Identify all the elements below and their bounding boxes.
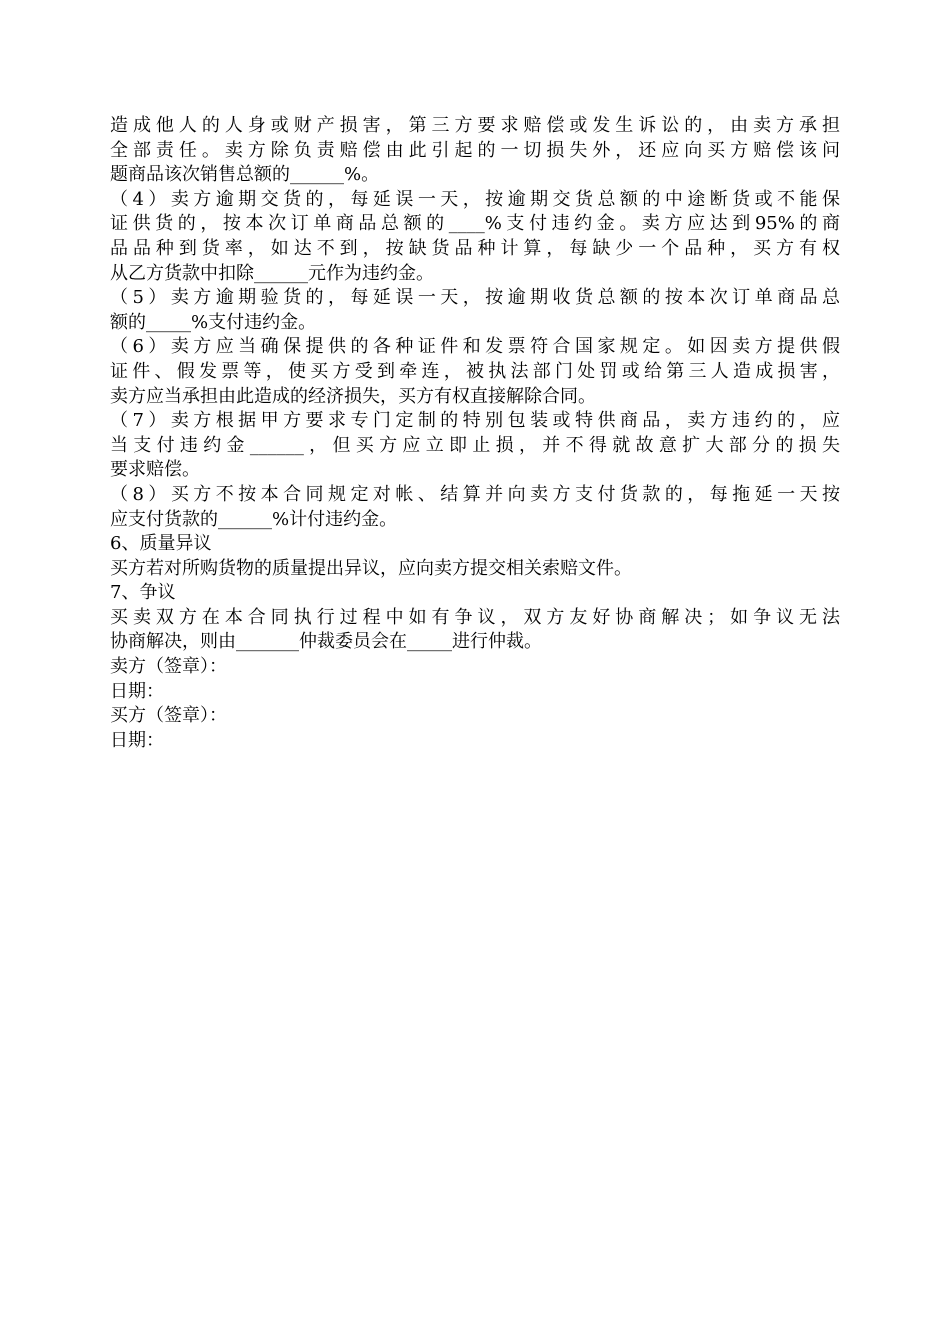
text-line: 全部责任。卖方除负责赔偿由此引起的一切损失外，还应向买方赔偿该问 [110,139,840,161]
document-body [110,114,840,753]
clause-8-line: 应支付货款的______%计付违约金。 [110,508,398,530]
dispute-text-line: 买卖双方在本合同执行过程中如有争议，双方友好协商解决；如争议无法 [110,606,840,628]
seller-signature-label: 卖方（签章）： [110,656,227,678]
buyer-signature-label: 买方（签章）： [110,705,227,727]
clause-5-line: 额的_____%支付违约金。 [110,311,317,333]
section-heading-quality: 6、质量异议 [110,533,212,555]
clause-7-line: （7）卖方根据甲方要求专门定制的特别包装或特供商品，卖方违约的，应 [110,410,840,432]
section-heading-dispute: 7、争议 [110,582,176,604]
clause-7-line: 当支付违约金______，但买方应立即止损，并不得就故意扩大部分的损失 [110,434,840,456]
dispute-text-line: 协商解决，则由_______仲裁委员会在_____进行仲裁。 [110,631,542,653]
clause-6-line: （6）卖方应当确保提供的各种证件和发票符合国家规定。如因卖方提供假 [110,336,840,358]
clause-8-line: （8）买方不按本合同规定对帐、结算并向卖方支付货款的，每拖延一天按 [110,483,840,505]
quality-text-line: 买方若对所购货物的质量提出异议，应向卖方提交相关索赔文件。 [110,557,632,579]
seller-date-label: 日期： [110,680,164,702]
text-line: 题商品该次销售总额的______%。 [110,164,380,186]
clause-7-line: 要求赔偿。 [110,459,200,481]
clause-4-line: 证供货的，按本次订单商品总额的____%支付违约金。卖方应达到95%的商 [110,213,840,235]
clause-4-line: 从乙方货款中扣除______元作为违约金。 [110,262,434,284]
clause-4-line: （4）卖方逾期交货的，每延误一天，按逾期交货总额的中途断货或不能保 [110,188,840,210]
buyer-date-label: 日期： [110,729,164,751]
clause-6-line: 卖方应当承担由此造成的经济损失，买方有权直接解除合同。 [110,385,596,407]
text-line: 造成他人的人身或财产损害，第三方要求赔偿或发生诉讼的，由卖方承担 [110,115,840,136]
clause-4-line: 品品种到货率，如达不到，按缺货品种计算，每缺少一个品种，买方有权 [110,237,840,259]
clause-5-line: （5）卖方逾期验货的，每延误一天，按逾期收货总额的按本次订单商品总 [110,287,840,309]
clause-6-line: 证件、假发票等，使买方受到牵连，被执法部门处罚或给第三人造成损害， [110,360,840,382]
